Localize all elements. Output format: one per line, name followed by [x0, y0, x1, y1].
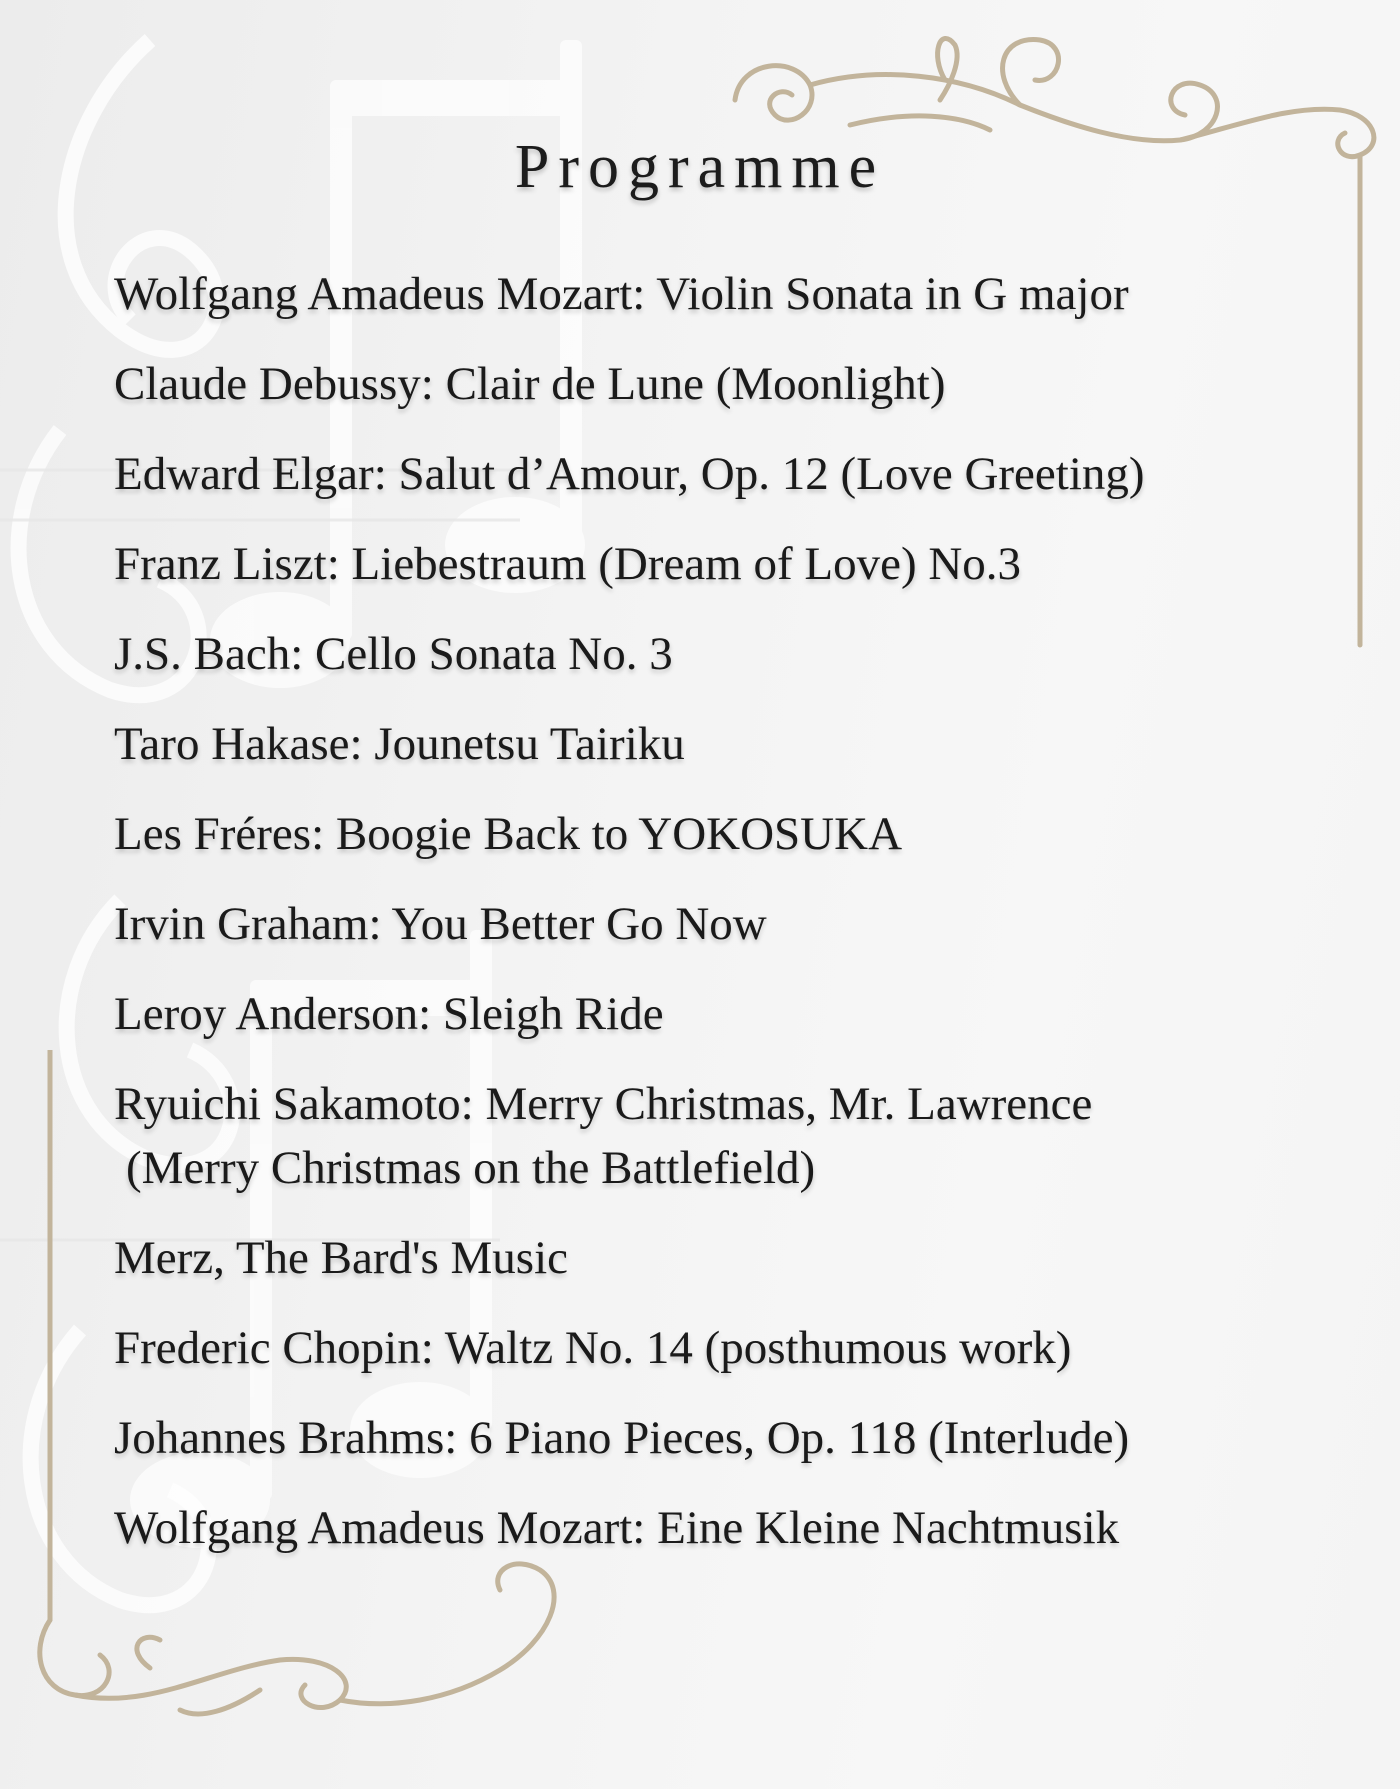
programme-item — [114, 1226, 1344, 1290]
programme-item-text: Merz, The Bard's Music — [114, 1232, 569, 1284]
programme-item-subtitle: (Merry Christmas on the Battlefield) — [126, 1142, 816, 1194]
programme-item-text: Claude Debussy: Clair de Lune (Moonlight) — [114, 358, 946, 410]
programme-item — [114, 442, 1344, 506]
programme-item — [114, 1316, 1344, 1380]
programme-item — [114, 712, 1344, 776]
page-title: Programme — [514, 133, 886, 201]
programme-item-text: Irvin Graham: You Better Go Now — [114, 898, 767, 950]
programme-item — [114, 802, 1344, 866]
programme-item-text: Edward Elgar: Salut d’Amour, Op. 12 (Love Greeting) — [114, 448, 1145, 500]
programme-list — [114, 262, 1344, 1586]
programme-item-text: Leroy Anderson: Sleigh Ride — [114, 988, 664, 1040]
programme-item-text: Ryuichi Sakamoto: Merry Christmas, Mr. Lawrence — [114, 1078, 1093, 1130]
programme-item — [114, 1072, 1344, 1200]
programme-item-text: Les Fréres: Boogie Back to YOKOSUKA — [114, 808, 903, 860]
programme-item-text: Wolfgang Amadeus Mozart: Violin Sonata in G major — [114, 268, 1129, 320]
programme-item-text: Franz Liszt: Liebestraum (Dream of Love) No.3 — [114, 538, 1022, 590]
programme-item-text: Taro Hakase: Jounetsu Tairiku — [114, 718, 685, 770]
programme-item — [114, 262, 1344, 326]
programme-item-text: J.S. Bach: Cello Sonata No. 3 — [114, 628, 673, 680]
programme-item-text: Frederic Chopin: Waltz No. 14 (posthumous work) — [114, 1322, 1072, 1374]
programme-item — [114, 982, 1344, 1046]
programme-item-text: Wolfgang Amadeus Mozart: Eine Kleine Nachtmusik — [114, 1502, 1120, 1554]
programme-item — [114, 532, 1344, 596]
programme-item-text: Johannes Brahms: 6 Piano Pieces, Op. 118 (Interlude) — [114, 1412, 1130, 1464]
programme-item — [114, 892, 1344, 956]
programme-item — [114, 1496, 1344, 1560]
programme-item — [114, 352, 1344, 416]
programme-item — [114, 622, 1344, 686]
programme-item — [114, 1406, 1344, 1470]
